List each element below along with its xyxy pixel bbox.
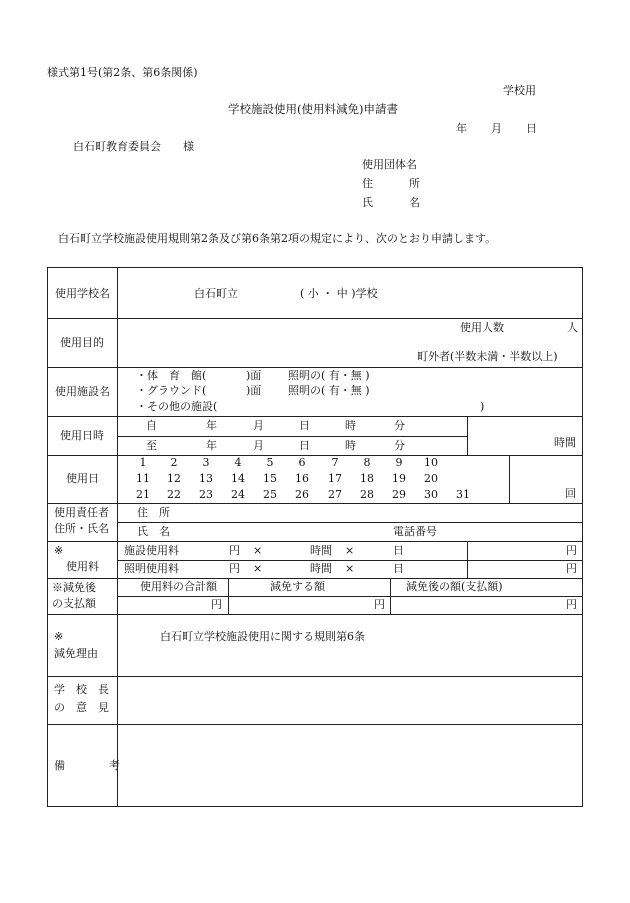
reason-label: 減免理由 — [54, 647, 98, 660]
discount-label-2: の支払額 — [52, 597, 96, 610]
light-fee-day: 日 — [393, 562, 404, 575]
datetime-to: 至 — [146, 439, 157, 452]
form-number: 様式第1号(第2条、第6条関係) — [47, 66, 198, 79]
discount-col-total: 使用料の合計額 — [140, 580, 217, 593]
day-number[interactable]: 29 — [392, 488, 406, 501]
discount-col-after: 減免後の額(支払額) — [406, 580, 503, 593]
day-number[interactable]: 5 — [266, 456, 274, 469]
date-year: 年 — [456, 122, 467, 135]
responsible-address-label: 住 所 — [137, 506, 170, 519]
light-fee-times-1: × — [253, 562, 263, 575]
applicant-name-label-1: 氏 — [362, 196, 373, 209]
datetime-from-hour: 時 — [345, 419, 356, 432]
day-number[interactable]: 17 — [328, 472, 342, 485]
facility-gym-light[interactable]: 照明の( 有・無 ) — [288, 369, 370, 382]
day-number[interactable]: 25 — [263, 488, 277, 501]
day-number[interactable]: 12 — [167, 472, 181, 485]
facility-fee-label: 施設使用料 — [124, 544, 179, 557]
responsible-label-1: 使用責任者 — [54, 506, 109, 519]
day-number[interactable]: 3 — [202, 456, 210, 469]
day-number[interactable]: 24 — [231, 488, 245, 501]
facility-fee-day: 日 — [393, 544, 404, 557]
addressee: 白石町教育委員会 様 — [73, 140, 194, 153]
reason-text: 白石町立学校施設使用に関する規則第6条 — [160, 630, 365, 643]
facility-fee-times-1: × — [253, 544, 263, 557]
datetime-from: 自 — [146, 419, 157, 432]
facility-gym: ・体 育 館( — [136, 369, 207, 382]
datetime-to-hour: 時 — [345, 439, 356, 452]
facility-fee-total-yen: 円 — [566, 544, 577, 557]
facility-fee-times-2: × — [345, 544, 355, 557]
facility-other-close: ) — [480, 400, 485, 413]
day-number[interactable]: 4 — [234, 456, 242, 469]
school-use-label: 学校用 — [503, 84, 536, 97]
discount-col-discount: 減免する額 — [270, 580, 325, 593]
datetime-from-month: 月 — [253, 419, 264, 432]
day-number[interactable]: 2 — [170, 456, 178, 469]
day-number[interactable]: 28 — [360, 488, 374, 501]
facility-gym-close: )面 — [246, 369, 262, 382]
people-unit: 人 — [567, 321, 578, 334]
school-prefix: 白石町立 — [194, 287, 238, 300]
datetime-to-month: 月 — [253, 439, 264, 452]
people-count-label: 使用人数 — [460, 321, 504, 334]
day-number[interactable]: 11 — [136, 472, 150, 485]
day-number[interactable]: 13 — [199, 472, 213, 485]
light-fee-total-yen: 円 — [566, 562, 577, 575]
responsible-label-2: 住所・氏名 — [54, 522, 109, 535]
date-month: 月 — [491, 122, 502, 135]
reason-mark: ※ — [54, 630, 64, 643]
datetime-label: 使用日時 — [60, 429, 104, 442]
datetime-from-day: 日 — [299, 419, 310, 432]
remarks-label: 備 考 — [54, 759, 120, 772]
discount-amount-yen: 円 — [374, 598, 385, 611]
day-number[interactable]: 8 — [363, 456, 371, 469]
facility-ground-light[interactable]: 照明の( 有・無 ) — [288, 384, 370, 397]
day-number[interactable]: 31 — [456, 488, 470, 501]
days-count-unit: 回 — [565, 487, 576, 500]
day-number[interactable]: 6 — [298, 456, 306, 469]
facility-other: ・その他の施設( — [136, 400, 218, 413]
datetime-to-year: 年 — [206, 439, 217, 452]
day-number[interactable]: 7 — [331, 456, 339, 469]
discount-label-1: ※減免後 — [52, 581, 96, 594]
light-fee-label: 照明使用料 — [124, 562, 179, 575]
datetime-from-minute: 分 — [394, 419, 405, 432]
day-number[interactable]: 23 — [199, 488, 213, 501]
datetime-to-day: 日 — [299, 439, 310, 452]
day-number[interactable]: 19 — [392, 472, 406, 485]
day-number[interactable]: 26 — [295, 488, 309, 501]
day-number[interactable]: 9 — [395, 456, 403, 469]
day-number[interactable]: 30 — [424, 488, 438, 501]
date-day: 日 — [526, 122, 537, 135]
facility-label: 使用施設名 — [55, 385, 110, 398]
school-label: 使用学校名 — [55, 287, 110, 300]
day-number[interactable]: 18 — [360, 472, 374, 485]
responsible-name-label: 氏 名 — [137, 525, 170, 538]
day-number[interactable]: 14 — [231, 472, 245, 485]
datetime-to-minute: 分 — [394, 439, 405, 452]
datetime-from-year: 年 — [206, 419, 217, 432]
facility-ground: ・グラウンド( — [136, 384, 207, 397]
principal-label-1: 学 校 長 — [54, 683, 109, 696]
day-number[interactable]: 16 — [295, 472, 309, 485]
day-number[interactable]: 22 — [167, 488, 181, 501]
applicant-name-label-2: 名 — [409, 196, 420, 209]
facility-fee-hours: 時間 — [310, 544, 332, 557]
light-fee-times-2: × — [345, 562, 355, 575]
light-fee-hours: 時間 — [310, 562, 332, 575]
outside-residents-field[interactable]: 町外者(半数未満・半数以上) — [417, 350, 558, 363]
facility-fee-yen: 円 — [229, 544, 240, 557]
day-number[interactable]: 20 — [424, 472, 438, 485]
fee-label: 使用料 — [66, 560, 99, 573]
applicant-group-label: 使用団体名 — [362, 158, 417, 171]
applicant-address-label-2: 所 — [409, 177, 420, 190]
school-type-field[interactable]: ( 小 ・ 中 )学校 — [300, 287, 378, 300]
page-title: 学校施設使用(使用料減免)申請書 — [228, 102, 398, 116]
day-number[interactable]: 15 — [263, 472, 277, 485]
datetime-hours-unit: 時間 — [554, 436, 576, 449]
day-number[interactable]: 21 — [136, 488, 150, 501]
day-number[interactable]: 1 — [139, 456, 147, 469]
days-label: 使用日 — [66, 472, 99, 485]
discount-after-yen: 円 — [566, 598, 577, 611]
intro-text: 白石町立学校施設使用規則第2条及び第6条第2項の規定により、次のとおり申請します。 — [58, 232, 497, 245]
fee-mark: ※ — [54, 544, 64, 557]
light-fee-yen: 円 — [229, 562, 240, 575]
purpose-label: 使用目的 — [60, 336, 104, 349]
applicant-address-label-1: 住 — [362, 177, 373, 190]
principal-label-2: の 意 見 — [54, 701, 109, 714]
responsible-phone-label: 電話番号 — [393, 525, 437, 538]
discount-total-yen: 円 — [211, 598, 222, 611]
facility-ground-close: )面 — [246, 384, 262, 397]
day-number[interactable]: 27 — [328, 488, 342, 501]
day-number[interactable]: 10 — [424, 456, 438, 469]
